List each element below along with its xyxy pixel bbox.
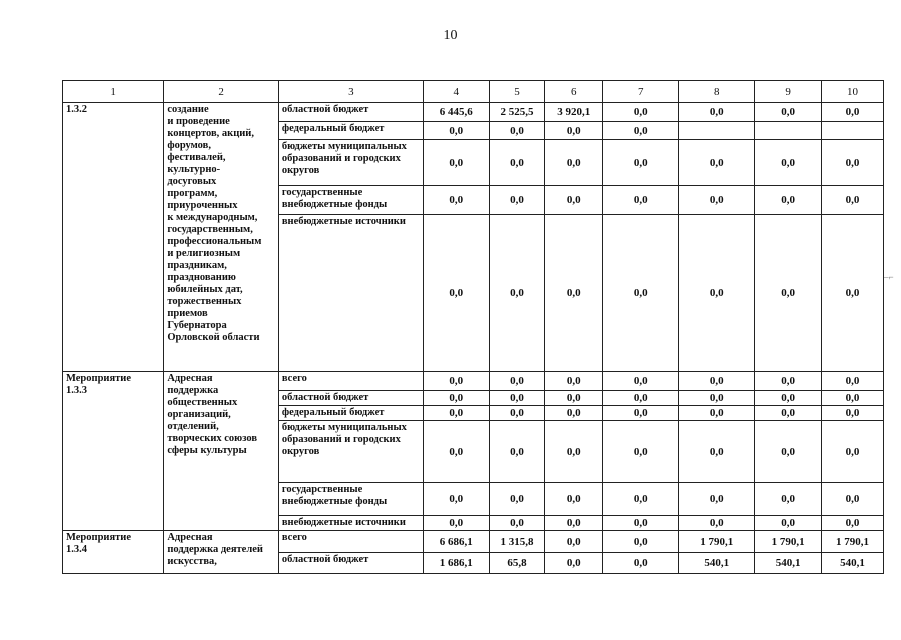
amount-cell: 0,0: [755, 421, 822, 483]
amount-cell: 0,0: [755, 103, 822, 122]
amount-cell: 0,0: [603, 406, 679, 421]
amount-cell: 0,0: [755, 406, 822, 421]
column-header: 3: [278, 81, 423, 103]
amount-cell: 0,0: [679, 186, 755, 215]
amount-cell: 0,0: [679, 516, 755, 531]
table-row: [63, 103, 884, 122]
amount-cell: 0,0: [423, 406, 489, 421]
amount-cell: 0,0: [679, 103, 755, 122]
funding-source: федеральный бюджет: [278, 122, 423, 140]
amount-cell: 0,0: [603, 531, 679, 553]
table-row: [63, 372, 884, 391]
amount-cell: 0,0: [423, 391, 489, 406]
budget-table: [62, 80, 884, 574]
column-header: 5: [489, 81, 545, 103]
amount-cell: 0,0: [603, 215, 679, 372]
amount-cell: 0,0: [545, 516, 603, 531]
funding-source: областной бюджет: [278, 391, 423, 406]
amount-cell: 0,0: [822, 186, 884, 215]
amount-cell: 0,0: [489, 421, 545, 483]
amount-cell: 0,0: [545, 553, 603, 574]
amount-cell: 0,0: [603, 553, 679, 574]
amount-cell: 0,0: [603, 186, 679, 215]
amount-cell: 0,0: [755, 391, 822, 406]
column-header: 8: [679, 81, 755, 103]
amount-cell: 0,0: [679, 421, 755, 483]
funding-source: федеральный бюджет: [278, 406, 423, 421]
funding-source: областной бюджет: [278, 553, 423, 574]
amount-cell: 0,0: [545, 215, 603, 372]
amount-cell: 3 920,1: [545, 103, 603, 122]
amount-cell: 1 790,1: [822, 531, 884, 553]
amount-cell: 0,0: [545, 391, 603, 406]
amount-cell: 0,0: [489, 372, 545, 391]
amount-cell: 0,0: [423, 215, 489, 372]
column-header: 6: [545, 81, 603, 103]
funding-source: областной бюджет: [278, 103, 423, 122]
amount-cell: 0,0: [423, 140, 489, 186]
page-number: 10: [443, 28, 458, 43]
amount-cell: 0,0: [822, 391, 884, 406]
amount-cell: 0,0: [822, 406, 884, 421]
amount-cell: 0,0: [755, 215, 822, 372]
amount-cell: 0,0: [489, 391, 545, 406]
measure-name: Адресная поддержка деятелей искусства,: [164, 531, 279, 574]
column-header: 4: [423, 81, 489, 103]
amount-cell: 0,0: [822, 483, 884, 516]
amount-cell: 0,0: [423, 122, 489, 140]
amount-cell: 0,0: [423, 186, 489, 215]
amount-cell: 0,0: [423, 483, 489, 516]
column-header: 1: [63, 81, 164, 103]
funding-source: всего: [278, 531, 423, 553]
funding-source: всего: [278, 372, 423, 391]
amount-cell: 0,0: [423, 516, 489, 531]
measure-code: 1.3.2: [63, 103, 164, 372]
funding-source: бюджеты муниципальных образований и городских округов: [278, 421, 423, 483]
margin-mark: ‒⌐: [884, 272, 894, 282]
amount-cell: 0,0: [679, 372, 755, 391]
amount-cell: 0,0: [489, 122, 545, 140]
column-header: 9: [755, 81, 822, 103]
amount-cell: 0,0: [489, 516, 545, 531]
amount-cell: 540,1: [822, 553, 884, 574]
amount-cell: 0,0: [822, 103, 884, 122]
funding-source: внебюджетные источники: [278, 215, 423, 372]
amount-cell: 1 315,8: [489, 531, 545, 553]
amount-cell: 0,0: [545, 372, 603, 391]
amount-cell: 65,8: [489, 553, 545, 574]
amount-cell: [755, 122, 822, 140]
amount-cell: [679, 122, 755, 140]
amount-cell: 0,0: [603, 391, 679, 406]
table-row: [63, 531, 884, 553]
amount-cell: 0,0: [489, 406, 545, 421]
amount-cell: 1 686,1: [423, 553, 489, 574]
amount-cell: 0,0: [755, 372, 822, 391]
funding-source: государственные внебюджетные фонды: [278, 483, 423, 516]
amount-cell: 0,0: [679, 140, 755, 186]
amount-cell: 0,0: [822, 140, 884, 186]
amount-cell: 0,0: [679, 391, 755, 406]
funding-source: государственные внебюджетные фонды: [278, 186, 423, 215]
amount-cell: 0,0: [822, 421, 884, 483]
amount-cell: 0,0: [822, 215, 884, 372]
measure-name: создание и проведение концертов, акций, форумов, фестивалей, культурно- досуговых программ, приуроченных к международным, государственным, профессиональным и религиозным праздникам, празднованию юбилейных дат, торжественных приемов Губернатора Орловской области: [164, 103, 279, 372]
amount-cell: 6 445,6: [423, 103, 489, 122]
amount-cell: 0,0: [822, 516, 884, 531]
amount-cell: 1 790,1: [755, 531, 822, 553]
amount-cell: 0,0: [423, 372, 489, 391]
amount-cell: 0,0: [545, 421, 603, 483]
column-header: 10: [822, 81, 884, 103]
amount-cell: 0,0: [545, 406, 603, 421]
amount-cell: 0,0: [755, 186, 822, 215]
amount-cell: 0,0: [423, 421, 489, 483]
funding-source: внебюджетные источники: [278, 516, 423, 531]
header-row: [63, 81, 884, 103]
amount-cell: 0,0: [755, 516, 822, 531]
amount-cell: 0,0: [545, 186, 603, 215]
amount-cell: 6 686,1: [423, 531, 489, 553]
amount-cell: 0,0: [489, 186, 545, 215]
column-header: 2: [164, 81, 279, 103]
amount-cell: 0,0: [679, 406, 755, 421]
amount-cell: 0,0: [603, 372, 679, 391]
amount-cell: 540,1: [679, 553, 755, 574]
amount-cell: 1 790,1: [679, 531, 755, 553]
amount-cell: 0,0: [545, 122, 603, 140]
amount-cell: [822, 122, 884, 140]
amount-cell: 0,0: [545, 140, 603, 186]
amount-cell: 0,0: [603, 103, 679, 122]
amount-cell: 540,1: [755, 553, 822, 574]
measure-code: Мероприятие 1.3.3: [63, 372, 164, 531]
funding-source: бюджеты муниципальных образований и городских округов: [278, 140, 423, 186]
amount-cell: 0,0: [603, 516, 679, 531]
amount-cell: 0,0: [755, 483, 822, 516]
amount-cell: 0,0: [489, 483, 545, 516]
amount-cell: 0,0: [822, 372, 884, 391]
amount-cell: 0,0: [603, 483, 679, 516]
amount-cell: 0,0: [489, 215, 545, 372]
amount-cell: 0,0: [489, 140, 545, 186]
amount-cell: 0,0: [755, 140, 822, 186]
amount-cell: 0,0: [679, 215, 755, 372]
amount-cell: 0,0: [545, 531, 603, 553]
measure-code: Мероприятие 1.3.4: [63, 531, 164, 574]
measure-name: Адресная поддержка общественных организаций, отделений, творческих союзов сферы культуры: [164, 372, 279, 531]
amount-cell: 0,0: [545, 483, 603, 516]
amount-cell: 0,0: [603, 421, 679, 483]
amount-cell: 0,0: [603, 122, 679, 140]
amount-cell: 2 525,5: [489, 103, 545, 122]
column-header: 7: [603, 81, 679, 103]
amount-cell: 0,0: [679, 483, 755, 516]
amount-cell: 0,0: [603, 140, 679, 186]
